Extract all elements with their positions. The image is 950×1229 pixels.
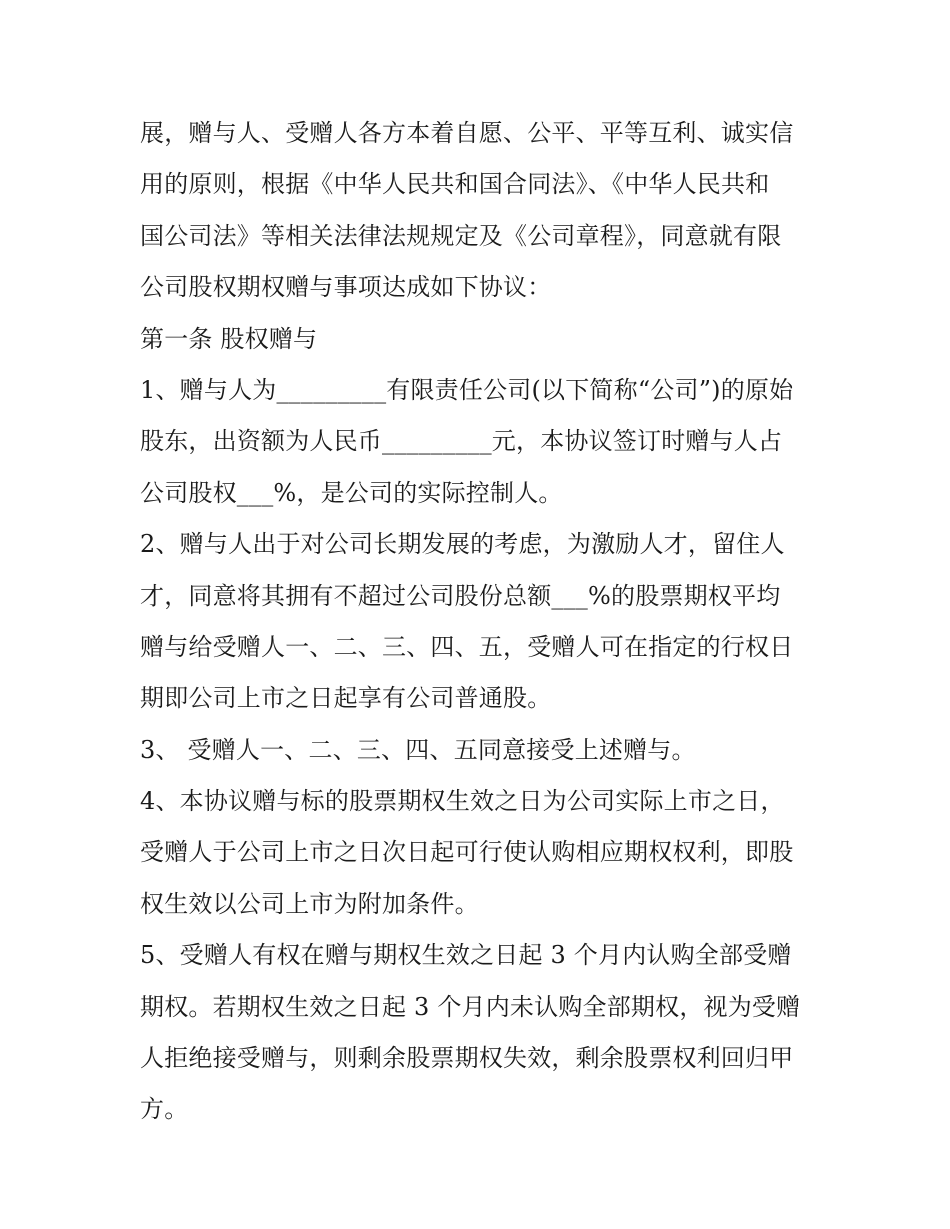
text-line: 1、赠与人为_________有限责任公司(以下简称“公司”)的原始 — [140, 375, 794, 404]
text-line: 方。 — [140, 1095, 189, 1124]
text-line: 国公司法》等相关法律法规规定及《公司章程》，同意就有限 — [140, 221, 782, 250]
text-line: 5、受赠人有权在赠与期权生效之日起 3 个月内认购全部受赠 — [140, 941, 792, 970]
text-line: 公司股权期权赠与事项达成如下协议： — [140, 273, 552, 302]
text-line: 权生效以公司上市为附加条件。 — [140, 889, 479, 918]
text-line: 才，同意将其拥有不超过公司股份总额___%的股票期权平均 — [140, 581, 781, 610]
text-line: 2、赠与人出于对公司长期发展的考虑，为激励人才，留住人 — [140, 530, 785, 559]
text-line: 公司股权___%，是公司的实际控制人。 — [140, 478, 563, 507]
text-line: 期即公司上市之日起享有公司普通股。 — [140, 684, 552, 713]
text-line: 展，赠与人、受赠人各方本着自愿、公平、平等互利、诚实信 — [140, 119, 794, 147]
text-line: 4、本协议赠与标的股票期权生效之日为公司实际上市之日， — [140, 787, 785, 816]
text-line: 受赠人于公司上市之日次日起可行使认购相应期权权利，即股 — [140, 838, 794, 867]
text-line: 3、 受赠人一、二、三、四、五同意接受上述赠与。 — [140, 735, 696, 764]
document-body — [140, 108, 820, 1136]
text-line: 用的原则，根据《中华人民共和国合同法》、《中华人民共和 — [140, 170, 770, 199]
text-line: 期权。若期权生效之日起 3 个月内未认购全部期权，视为受赠 — [140, 992, 801, 1021]
text-line: 股东，出资额为人民币_________元，本协议签订时赠与人占 — [140, 427, 783, 456]
text-line: 人拒绝接受赠与，则剩余股票期权失效，剩余股票权利回归甲 — [140, 1044, 794, 1073]
text-line: 赠与给受赠人一、二、三、四、五，受赠人可在指定的行权日 — [140, 632, 794, 661]
section-heading: 第一条 股权赠与 — [140, 324, 318, 353]
